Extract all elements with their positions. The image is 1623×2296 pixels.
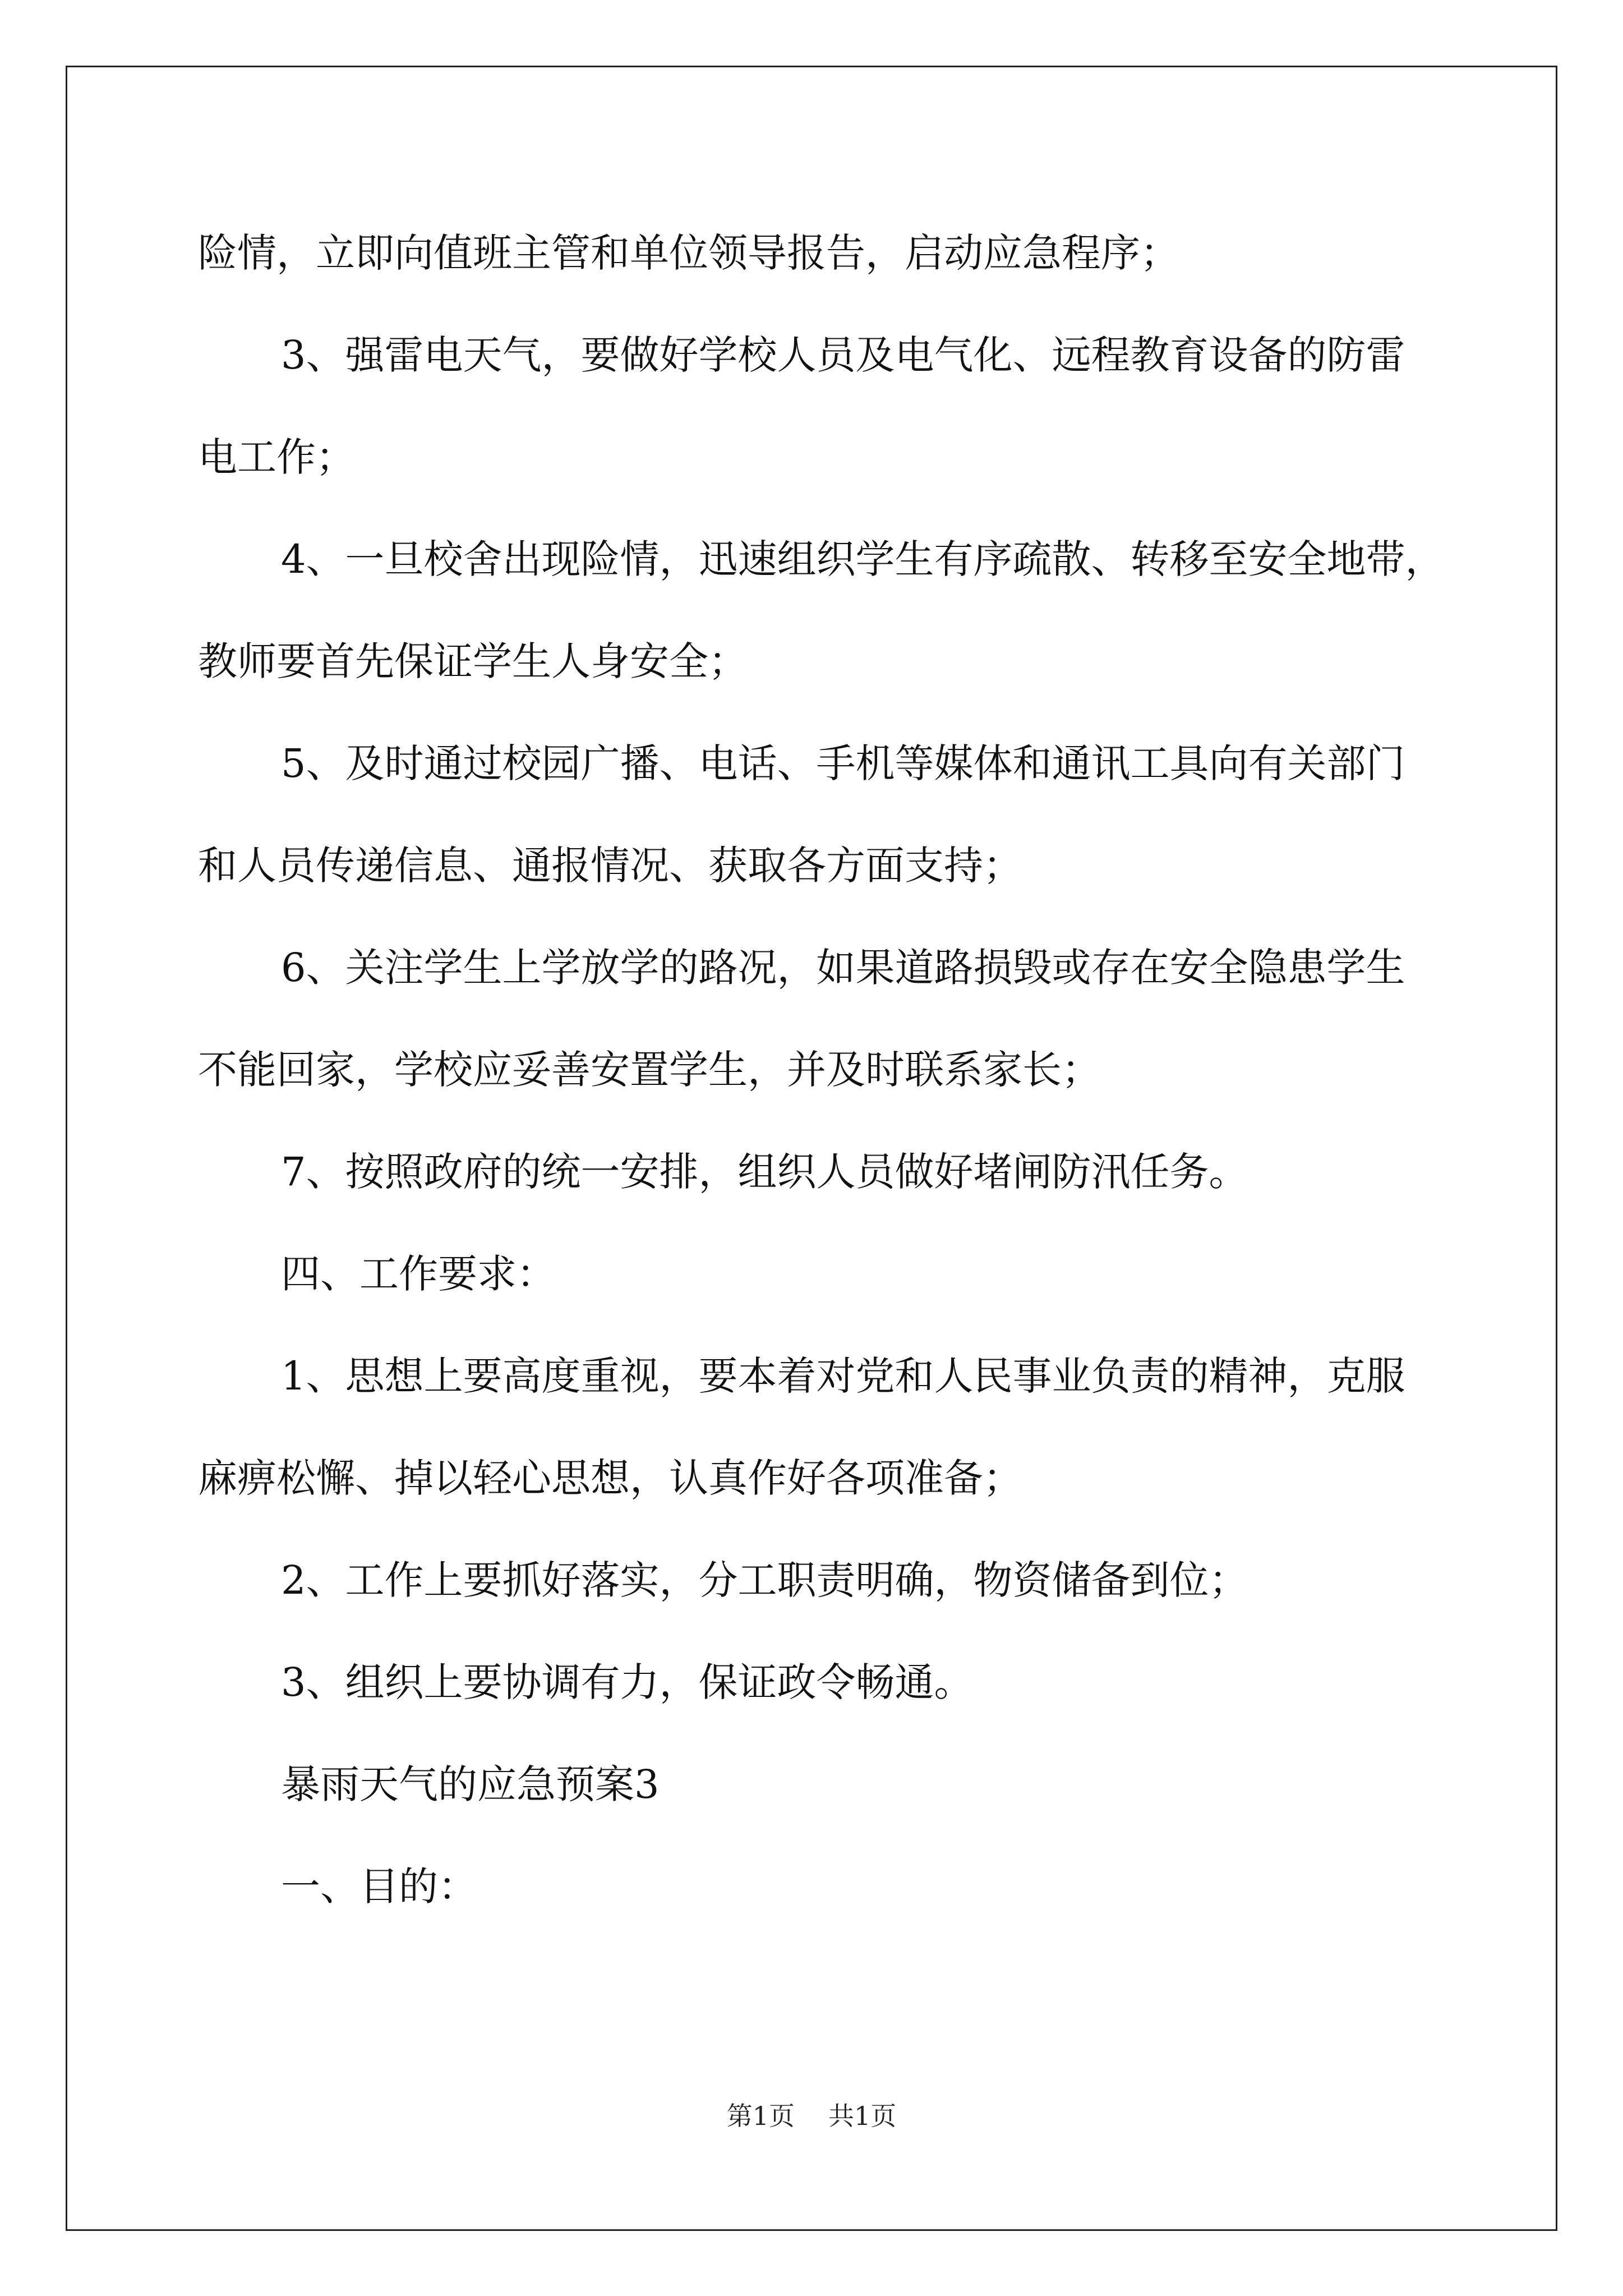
text-line: 3、强雷电天气，要做好学校人员及电气化、远程教育设备的防雷 [281, 332, 1405, 378]
text-line: 教师要首先保证学生人身安全； [198, 638, 748, 684]
text-line: 电工作； [198, 434, 355, 480]
page-total: 共1页 [828, 2101, 897, 2131]
text-line: 6、关注学生上学放学的路况，如果道路损毁或存在安全隐患学生 [281, 945, 1405, 991]
text-line: 3、组织上要协调有力，保证政令畅通。 [281, 1659, 974, 1705]
text-line: 不能回家，学校应妥善安置学生，并及时联系家长； [198, 1047, 1101, 1093]
text-line: 7、按照政府的统一安排，组织人员做好堵闸防汛任务。 [281, 1149, 1248, 1195]
text-line: 4、一旦校舍出现险情，迅速组织学生有序疏散、转移至安全地带， [281, 536, 1445, 582]
page-number: 第1页 [726, 2101, 795, 2131]
text-line: 麻痹松懈、掉以轻心思想，认真作好各项准备； [198, 1455, 1022, 1501]
document-subtitle: 暴雨天气的应急预案3 [281, 1761, 660, 1807]
text-line: 1、思想上要高度重视，要本着对党和人民事业负责的精神，克服 [281, 1353, 1405, 1399]
text-line: 5、及时通过校园广播、电话、手机等媒体和通讯工具向有关部门 [281, 740, 1405, 786]
text-line: 和人员传递信息、通报情况、获取各方面支持； [198, 843, 1022, 889]
section-heading: 四、工作要求： [281, 1251, 556, 1297]
text-line: 险情，立即向值班主管和单位领导报告，启动应急程序； [198, 230, 1179, 276]
text-line: 2、工作上要抓好落实，分工职责明确，物资储备到位； [281, 1557, 1248, 1603]
page-footer [0, 2099, 1623, 2133]
document-body [198, 202, 1445, 1938]
section-heading: 一、目的： [281, 1864, 477, 1910]
